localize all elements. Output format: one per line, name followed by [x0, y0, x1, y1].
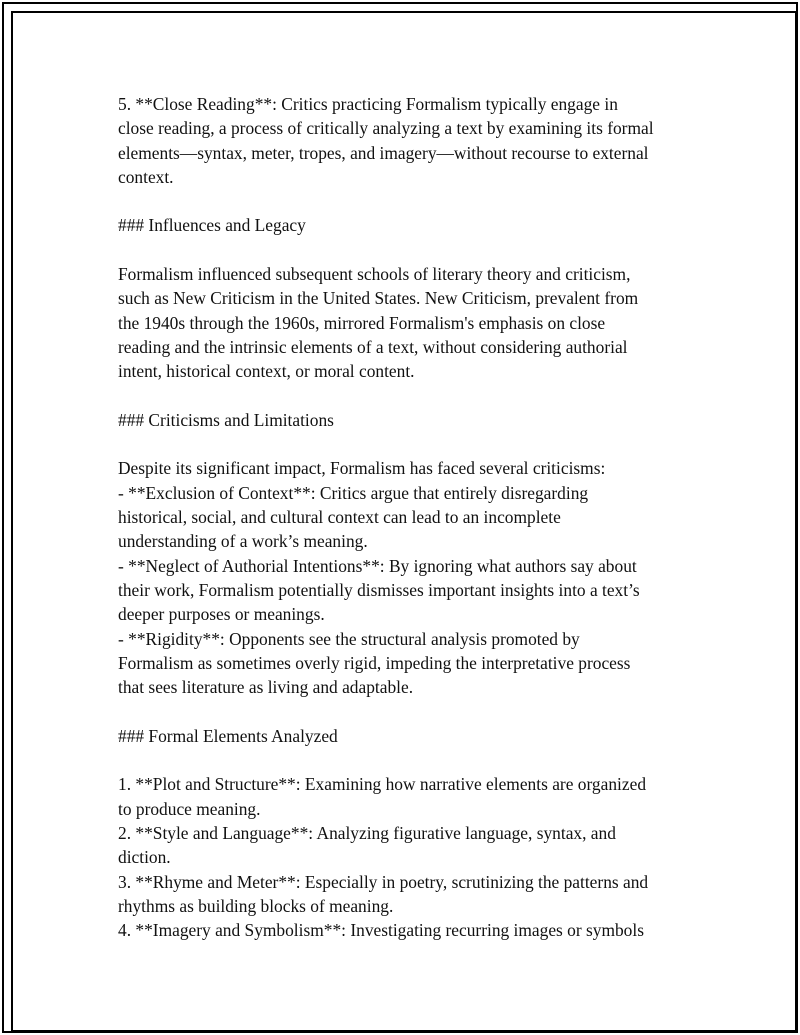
text-line: the 1940s through the 1960s, mirrored Formalism's emphasis on close	[118, 312, 606, 333]
section-heading: ### Influences and Legacy	[118, 215, 306, 236]
list-item: 4. **Imagery and Symbolism**: Investigating recurring images or symbols	[118, 920, 644, 941]
text-line: to produce meaning.	[118, 798, 261, 819]
text-line: Despite its significant impact, Formalism has faced several criticisms:	[118, 458, 606, 479]
list-item: - **Exclusion of Context**: Critics argue that entirely disregarding	[118, 482, 589, 503]
blank-line	[118, 189, 698, 213]
text-line: diction.	[118, 847, 171, 868]
text-line: Formalism influenced subsequent schools of literary theory and criticism,	[118, 264, 631, 285]
text-line: close reading, a process of critically analyzing a text by examining its formal	[118, 118, 654, 139]
text-line: elements—syntax, meter, tropes, and imagery—without recourse to external	[118, 142, 649, 163]
text-line: context.	[118, 166, 174, 187]
list-item: - **Rigidity**: Opponents see the structural analysis promoted by	[118, 628, 580, 649]
document-body	[118, 92, 698, 942]
list-item: 3. **Rhyme and Meter**: Especially in poetry, scrutinizing the patterns and	[118, 871, 649, 892]
blank-line	[118, 432, 698, 456]
text-line: historical, social, and cultural context can lead to an incomplete	[118, 507, 561, 528]
section-heading: ### Criticisms and Limitations	[118, 409, 334, 430]
blank-line	[118, 384, 698, 408]
text-line: intent, historical context, or moral content.	[118, 361, 415, 382]
section-heading: ### Formal Elements Analyzed	[118, 725, 338, 746]
list-item: 1. **Plot and Structure**: Examining how narrative elements are organized	[118, 774, 647, 795]
text-line: 5. **Close Reading**: Critics practicing Formalism typically engage in	[118, 94, 618, 114]
blank-line	[118, 748, 698, 772]
text-line: that sees literature as living and adaptable.	[118, 677, 414, 698]
text-line: deeper purposes or meanings.	[118, 604, 325, 625]
text-line: their work, Formalism potentially dismisses important insights into a text’s	[118, 579, 640, 600]
text-line: reading and the intrinsic elements of a text, without considering authorial	[118, 336, 628, 357]
blank-line	[118, 699, 698, 723]
list-item: - **Neglect of Authorial Intentions**: By ignoring what authors say about	[118, 555, 637, 576]
text-line: such as New Criticism in the United States. New Criticism, prevalent from	[118, 288, 639, 309]
text-line: understanding of a work’s meaning.	[118, 531, 368, 552]
text-line: Formalism as sometimes overly rigid, impeding the interpretative process	[118, 652, 631, 673]
text-line: rhythms as building blocks of meaning.	[118, 895, 394, 916]
list-item: 2. **Style and Language**: Analyzing figurative language, syntax, and	[118, 822, 616, 843]
blank-line	[118, 238, 698, 262]
